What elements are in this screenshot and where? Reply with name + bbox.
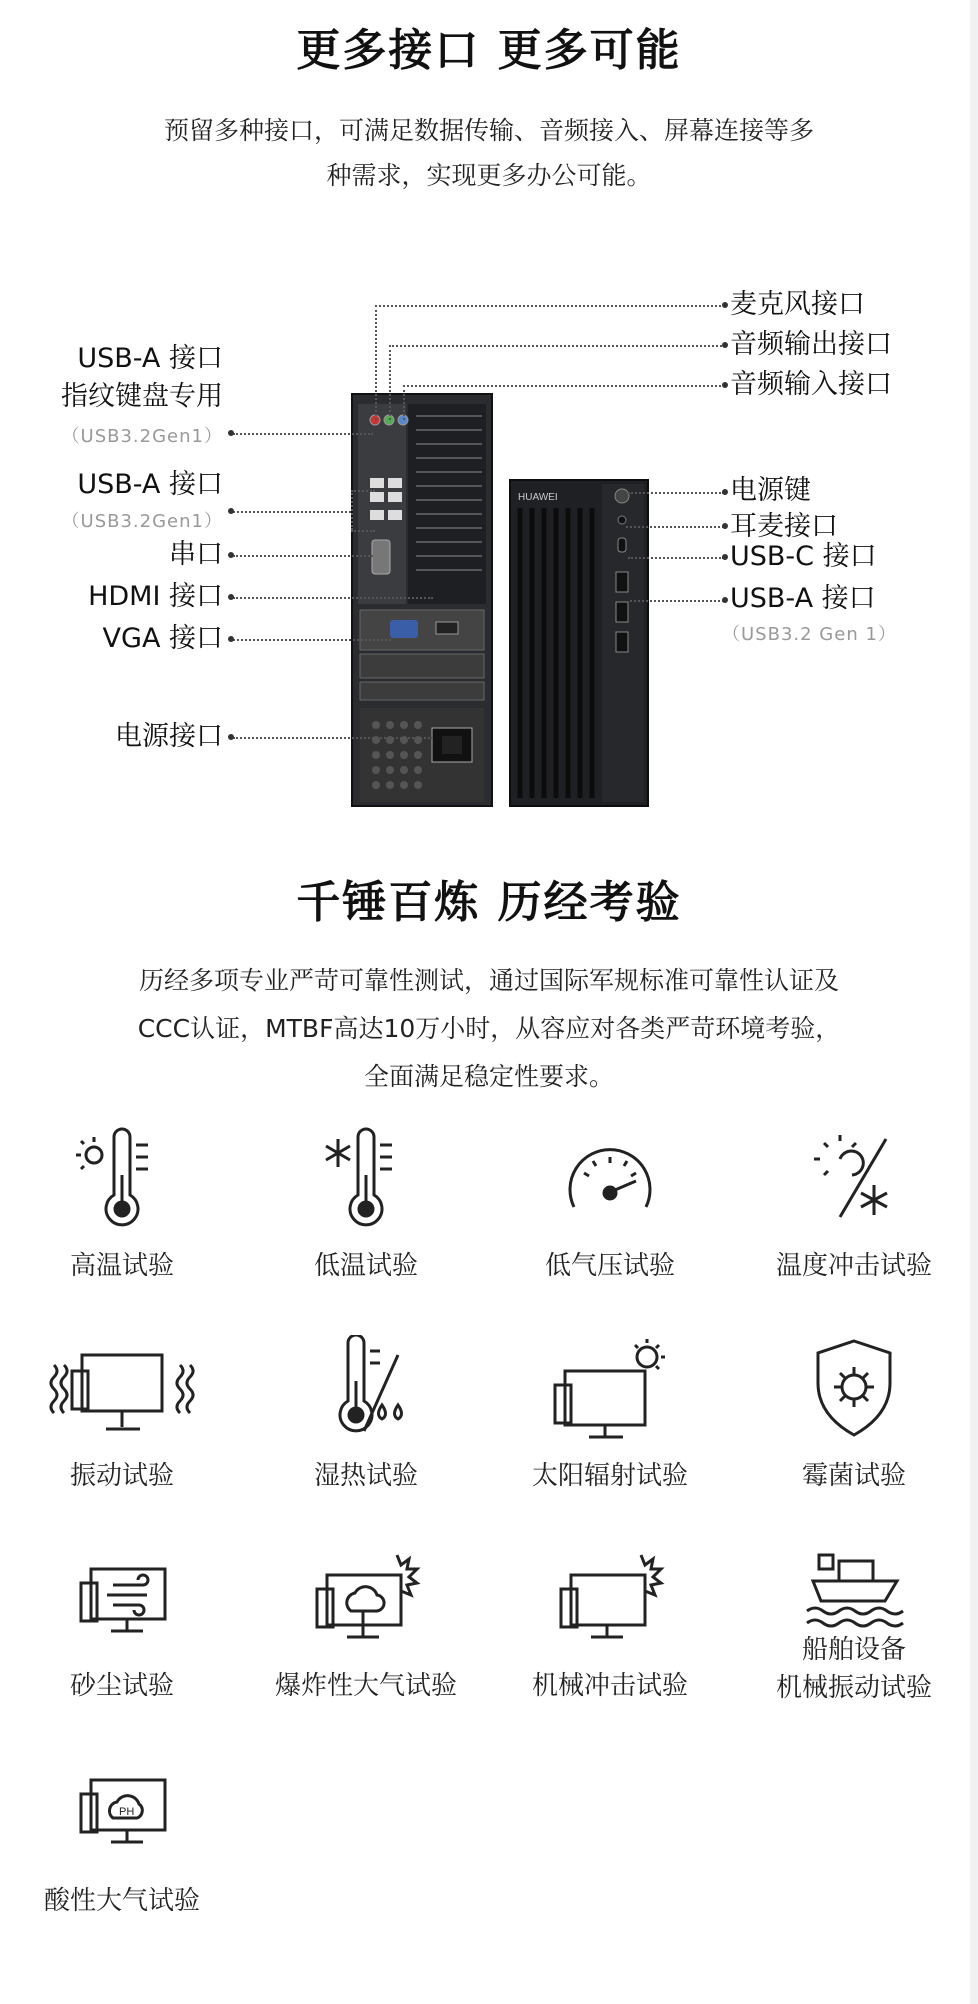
label-headset: 耳麦接口	[730, 511, 838, 542]
pc-front-panel	[510, 480, 648, 806]
high-temperature-icon	[72, 1125, 172, 1235]
ph-icon-text: PH	[119, 1806, 135, 1818]
reliability-desc-line-2: CCC认证，MTBF高达10万小时，从容应对各类严苛环境考验，	[137, 1014, 841, 1043]
temperature-shock-icon	[804, 1125, 904, 1235]
reliability-section-title: 千锤百炼 历经考验	[296, 877, 682, 928]
low-pressure-icon	[560, 1125, 660, 1235]
sand-dust-icon	[67, 1545, 177, 1655]
test-label-line-2: 机械振动试验	[775, 1673, 932, 1703]
label-usb-a-fingerprint-spec: （USB3.2Gen1）	[61, 426, 223, 447]
solar-radiation-icon	[545, 1335, 675, 1445]
ports-desc-line-1: 预留多种接口，可满足数据传输、音频接入、屏幕连接等多	[163, 116, 814, 145]
vibration-icon	[42, 1335, 202, 1445]
test-label: 高温试验	[69, 1251, 174, 1281]
label-vga: VGA 接口	[102, 623, 223, 654]
label-audio-out: 音频输出接口	[730, 329, 892, 360]
ports-desc-line-2: 种需求，实现更多办公可能。	[326, 161, 652, 190]
test-label: 砂尘试验	[69, 1671, 174, 1701]
test-label: 爆炸性大气试验	[274, 1671, 457, 1701]
label-usb-a-spec: （USB3.2Gen1）	[61, 511, 223, 532]
desktop-pc-image	[350, 380, 650, 810]
test-acid-atmosphere	[0, 1760, 244, 1920]
test-label: 振动试验	[69, 1461, 174, 1491]
test-low-temperature	[244, 1125, 488, 1285]
test-ship-vibration	[732, 1545, 976, 1707]
reliability-desc-line-3: 全面满足稳定性要求。	[363, 1062, 614, 1091]
label-usb-c: USB-C 接口	[730, 541, 877, 572]
ship-vibration-icon	[799, 1545, 909, 1635]
test-explosive-atmosphere	[244, 1545, 488, 1705]
label-mic: 麦克风接口	[730, 289, 865, 320]
ports-section-title: 更多接口 更多可能	[296, 25, 682, 76]
test-high-temperature	[0, 1125, 244, 1285]
test-mold	[732, 1335, 976, 1495]
test-mechanical-shock	[488, 1545, 732, 1705]
pc-rear-panel	[352, 394, 492, 806]
test-label-line-1: 船舶设备	[801, 1635, 906, 1665]
test-sand-dust	[0, 1545, 244, 1705]
test-temperature-shock	[732, 1125, 976, 1285]
label-usb-a: USB-A 接口	[77, 469, 223, 500]
test-label: 霉菌试验	[801, 1461, 906, 1491]
test-solar-radiation	[488, 1335, 732, 1495]
label-power-port: 电源接口	[115, 721, 223, 752]
test-damp-heat	[244, 1335, 488, 1495]
mold-icon	[804, 1335, 904, 1445]
test-label: 太阳辐射试验	[531, 1461, 688, 1491]
mechanical-shock-icon	[545, 1545, 675, 1655]
label-serial-port: 串口	[169, 539, 223, 570]
test-label: 湿热试验	[313, 1461, 418, 1491]
test-label: 温度冲击试验	[775, 1251, 932, 1281]
test-low-pressure	[488, 1125, 732, 1285]
label-power-button: 电源键	[730, 475, 811, 506]
label-usb-a-fingerprint: USB-A 接口	[77, 343, 223, 374]
test-label: 低气压试验	[544, 1251, 675, 1281]
test-label: 低温试验	[313, 1251, 418, 1281]
reliability-desc-line-1: 历经多项专业严苛可靠性测试，通过国际军规标准可靠性认证及	[138, 966, 839, 995]
label-audio-in: 音频输入接口	[730, 369, 892, 400]
explosive-atmosphere-icon	[301, 1545, 431, 1655]
test-label: 酸性大气试验	[43, 1886, 200, 1916]
label-usb-a-front: USB-A 接口	[730, 583, 876, 614]
low-temperature-icon	[316, 1125, 416, 1235]
test-label: 机械冲击试验	[531, 1671, 688, 1701]
label-usb-a-fingerprint-desc: 指纹键盘专用	[61, 381, 223, 412]
huawei-brand-text: HUAWEI	[518, 492, 558, 503]
test-vibration	[0, 1335, 244, 1495]
damp-heat-icon	[316, 1335, 416, 1445]
label-hdmi: HDMI 接口	[88, 581, 223, 612]
label-usb-a-front-spec: （USB3.2 Gen 1）	[722, 624, 897, 645]
acid-atmosphere-icon	[67, 1760, 177, 1870]
